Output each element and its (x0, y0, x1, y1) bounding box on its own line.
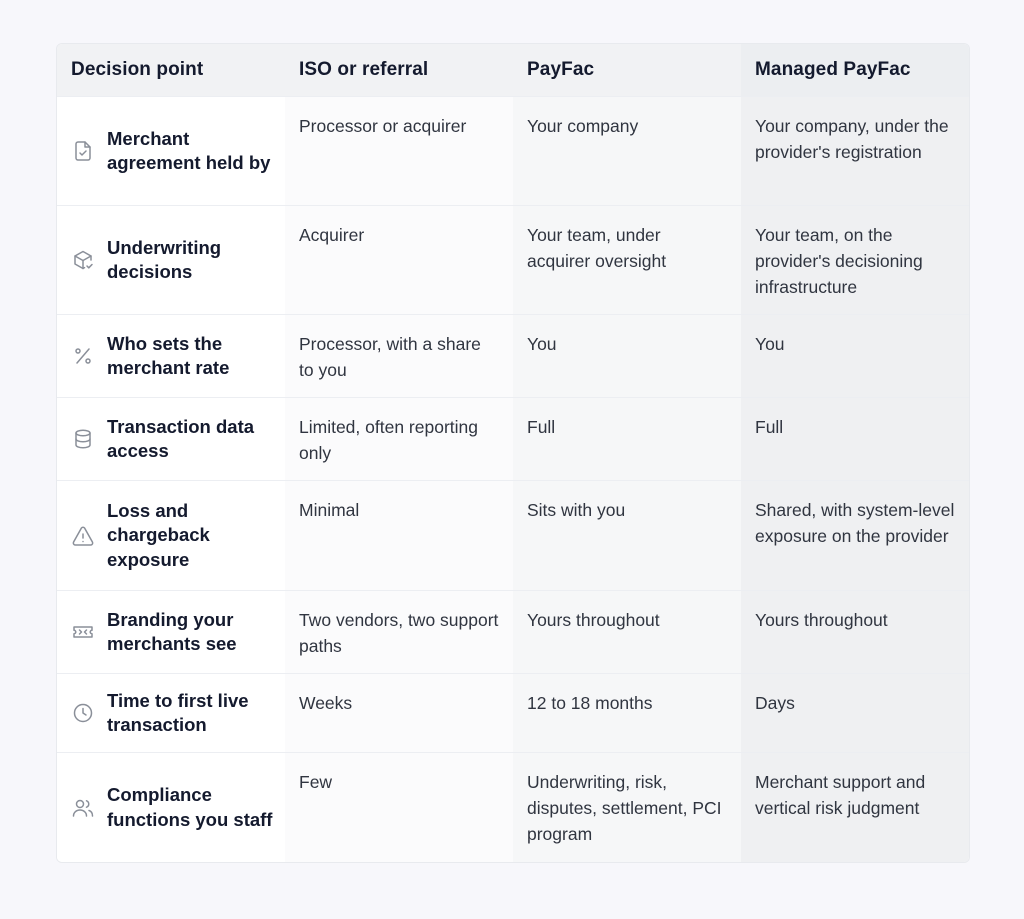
users-icon (71, 796, 95, 820)
table-row (57, 674, 969, 753)
payfac-cell: Sits with you (513, 481, 741, 591)
decision-point-cell (57, 591, 285, 674)
payfac-cell: You (513, 315, 741, 398)
warning-triangle-icon (71, 524, 95, 548)
iso-cell: Processor or acquirer (285, 97, 513, 206)
ticket-icon (71, 620, 95, 644)
header-decision-point: Decision point (57, 44, 285, 97)
managed-payfac-cell: Shared, with system-level exposure on the provider (741, 481, 969, 591)
decision-point-cell (57, 674, 285, 753)
decision-point-label: Compliance functions you staff (107, 784, 273, 830)
managed-payfac-cell: Your company, under the provider's registration (741, 97, 969, 206)
payfac-cell: 12 to 18 months (513, 674, 741, 753)
iso-cell: Few (285, 753, 513, 863)
payfac-cell: Your team, under acquirer oversight (513, 206, 741, 315)
decision-point-cell (57, 206, 285, 315)
decision-point-label: Merchant agreement held by (107, 127, 271, 173)
comparison-table (57, 44, 969, 862)
decision-point-cell (57, 315, 285, 398)
table-row (57, 206, 969, 315)
iso-cell: Minimal (285, 481, 513, 591)
decision-point-label: Loss and chargeback exposure (107, 499, 210, 570)
box-check-icon (71, 248, 95, 272)
database-icon (71, 427, 95, 451)
iso-cell: Two vendors, two support paths (285, 591, 513, 674)
header-row (57, 44, 969, 97)
header-managed-payfac: Managed PayFac (741, 44, 969, 97)
iso-cell: Processor, with a share to you (285, 315, 513, 398)
decision-point-label: Who sets the merchant rate (107, 332, 230, 378)
decision-point-label: Transaction data access (107, 415, 255, 461)
iso-cell: Limited, often reporting only (285, 398, 513, 481)
table-row (57, 753, 969, 863)
payfac-cell: Full (513, 398, 741, 481)
comparison-table-card (56, 43, 970, 863)
iso-cell: Acquirer (285, 206, 513, 315)
decision-point-label: Time to first live transaction (107, 689, 249, 735)
document-check-icon (71, 139, 95, 163)
decision-point-label: Underwriting decisions (107, 236, 222, 282)
payfac-cell: Yours throughout (513, 591, 741, 674)
table-row (57, 481, 969, 591)
table-row (57, 591, 969, 674)
table-body (57, 97, 969, 863)
managed-payfac-cell: Full (741, 398, 969, 481)
table-row (57, 97, 969, 206)
decision-point-cell (57, 398, 285, 481)
decision-point-cell (57, 97, 285, 206)
iso-cell: Weeks (285, 674, 513, 753)
managed-payfac-cell: Your team, on the provider's decisioning infrastructure (741, 206, 969, 315)
payfac-cell: Your company (513, 97, 741, 206)
decision-point-label: Branding your merchants see (107, 608, 237, 654)
percent-icon (71, 344, 95, 368)
decision-point-cell (57, 481, 285, 591)
managed-payfac-cell: You (741, 315, 969, 398)
header-iso-or-referral: ISO or referral (285, 44, 513, 97)
table-header (57, 44, 969, 97)
payfac-cell: Underwriting, risk, disputes, settlement, PCI program (513, 753, 741, 863)
managed-payfac-cell: Merchant support and vertical risk judgment (741, 753, 969, 863)
header-payfac: PayFac (513, 44, 741, 97)
table-row (57, 398, 969, 481)
decision-point-cell (57, 753, 285, 863)
table-row (57, 315, 969, 398)
clock-icon (71, 701, 95, 725)
managed-payfac-cell: Yours throughout (741, 591, 969, 674)
managed-payfac-cell: Days (741, 674, 969, 753)
